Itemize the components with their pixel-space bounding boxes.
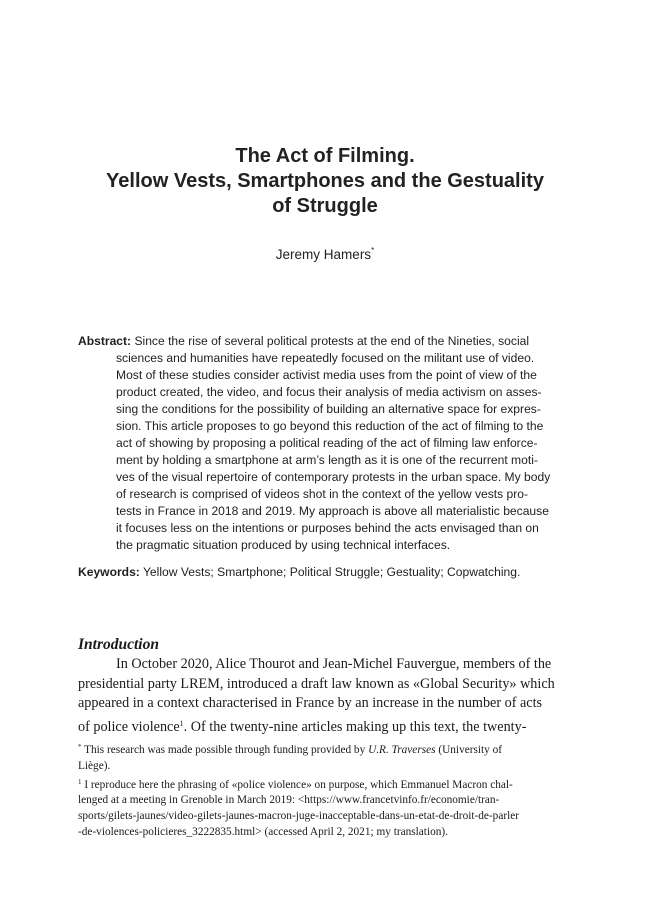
abstract-line: ment by holding a smartphone at arm’s length as it is one of the recurrent moti-: [116, 453, 538, 467]
abstract-line: ves of the visual repertoire of contemporary protests in the urban space. My body: [116, 470, 551, 484]
author-footnote-mark: *: [371, 246, 375, 255]
title-line-1: The Act of Filming.: [235, 145, 415, 167]
footnote-mark: 1: [78, 777, 82, 786]
abstract-line: sciences and humanities have repeatedly focused on the militant use of video.: [116, 351, 535, 365]
footnotes: [78, 740, 573, 841]
body-line: In October 2020, Alice Thourot and Jean-Michel Fauvergue, members of the: [116, 656, 552, 672]
abstract-line: act of showing by proposing a political reading of the act of filming law enforce-: [116, 436, 538, 450]
footnote-text: I reproduce here the phrasing of «police violence» on purpose, which Emmanuel Macron chal-: [81, 778, 513, 791]
abstract: [78, 333, 576, 554]
footnote-line: Liège).: [78, 759, 111, 772]
abstract-text: Since the rise of several political protests at the end of the Nineties, social: [131, 334, 530, 348]
introduction-body: [78, 655, 573, 737]
footnote-line: lenged at a meeting in Grenoble in March 2019: <https://www.francetvinfo.fr/economie/tran-: [78, 794, 500, 807]
abstract-line: the pragmatic situation produced by using technical interfaces.: [116, 538, 451, 552]
footnote-1: [78, 775, 573, 794]
title-line-2: Yellow Vests, Smartphones and the Gestuality: [106, 170, 544, 192]
abstract-line: sing the conditions for the possibility of building an alternative space for expres-: [116, 402, 541, 416]
article-title: [60, 144, 590, 219]
footnote-text: This research was made possible through funding provided by: [81, 744, 369, 756]
footnote-text: (University of: [435, 744, 503, 756]
keywords-text: Yellow Vests; Smartphone; Political Struggle; Gestuality; Copwatching.: [139, 565, 521, 579]
keywords-label: Keywords:: [78, 565, 140, 579]
abstract-line: tests in France in 2018 and 2019. My approach is above all materialistic because: [116, 504, 549, 518]
body-text-segment: of police violence: [78, 718, 180, 735]
abstract-line: it focuses less on the intentions or purposes behind the acts envisaged than on: [116, 521, 539, 535]
footnote-italic: U.R. Traverses: [368, 744, 436, 756]
body-text-segment: . Of the twenty-nine articles making up this text, the twenty-: [183, 718, 527, 735]
footnote-mark: *: [78, 743, 82, 751]
body-line: [78, 714, 573, 738]
section-heading-introduction: Introduction: [78, 636, 159, 653]
body-line: presidential party LREM, introduced a draft law known as «Global Security» which: [78, 675, 555, 692]
author-name: Jeremy Hamers: [275, 247, 372, 262]
author-line: [60, 246, 590, 262]
abstract-line: Most of these studies consider activist media uses from the point of view of the: [116, 368, 537, 382]
footnote-ref-1: 1: [179, 718, 184, 728]
abstract-label: Abstract:: [78, 334, 132, 348]
footnote-line: sports/gilets-jaunes/video-gilets-jaunes-macron-juge-inacceptable-dans-un-etat-de-droit-de-parler: [78, 810, 520, 823]
body-line: appeared in a context characterised in France by an increase in the number of acts: [78, 695, 543, 711]
footnote-star: [78, 740, 573, 759]
abstract-line: sion. This article proposes to go beyond this reduction of the act of filming to the: [116, 419, 544, 433]
footnote-line: -de-violences-policieres_3222835.html> (accessed April 2, 2021; my translation).: [78, 825, 448, 838]
abstract-line: of research is comprised of videos shot in the context of the yellow vests pro-: [116, 487, 529, 501]
keywords: [78, 564, 576, 581]
abstract-line: [78, 333, 576, 350]
title-line-3: of Struggle: [272, 195, 378, 217]
abstract-line: product created, the video, and focus their analysis of media activism on asses-: [116, 385, 542, 399]
